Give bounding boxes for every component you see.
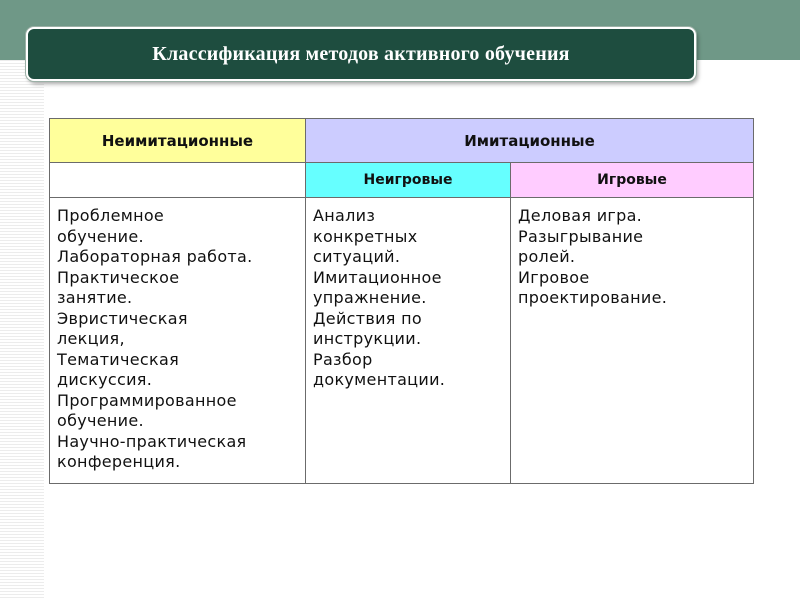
method-line: конкретных: [313, 226, 418, 246]
method-line: Программированное: [57, 390, 237, 410]
method-line: ролей.: [518, 247, 576, 266]
classification-table: [49, 118, 754, 484]
subheader-empty-cell: [50, 163, 306, 198]
method-line: Разыгрывание: [518, 226, 644, 246]
method-line: Анализ: [313, 206, 376, 225]
non-imitational-methods-cell: [50, 198, 306, 484]
method-line: Деловая игра.: [518, 206, 643, 225]
method-line: документации.: [313, 370, 446, 389]
subheader-non-game: [306, 163, 511, 198]
title-banner: [26, 27, 696, 81]
header-imitational-label: Имитационные: [464, 131, 595, 150]
method-line: инструкции.: [313, 329, 422, 348]
method-line: Лабораторная работа.: [57, 247, 253, 266]
method-line: лекция,: [57, 329, 125, 348]
non-game-methods-cell: [306, 198, 511, 484]
method-line: обучение.: [57, 411, 144, 430]
header-imitational: [306, 119, 754, 163]
slide-title: Классификация методов активного обучения: [152, 42, 570, 65]
table-header-row: [50, 119, 754, 163]
method-line: ситуаций.: [313, 247, 401, 266]
method-line: Проблемное: [57, 206, 165, 225]
subheader-non-game-label: Неигровые: [363, 172, 453, 188]
header-non-imitational-label: Неимитационные: [101, 131, 254, 150]
method-line: дискуссия.: [57, 370, 153, 389]
method-line: Действия по: [313, 308, 422, 328]
method-line: Практическое: [57, 267, 180, 287]
table-subheader-row: [50, 163, 754, 198]
method-line: Эвристическая: [57, 308, 188, 328]
method-line: обучение.: [57, 226, 144, 246]
method-line: конференция.: [57, 452, 181, 471]
method-line: проектирование.: [518, 288, 668, 307]
method-line: Разбор: [313, 349, 373, 369]
subheader-game: [511, 163, 754, 198]
method-line: занятие.: [57, 288, 133, 307]
method-line: Научно-практическая: [57, 431, 247, 451]
subheader-game-label: Игровые: [597, 172, 667, 188]
method-line: Игровое: [518, 267, 590, 287]
table-body-row: [50, 198, 754, 484]
method-line: Имитационное: [313, 267, 442, 287]
game-methods-cell: [511, 198, 754, 484]
header-non-imitational: [50, 119, 306, 163]
left-decor-stripe: [0, 60, 44, 600]
method-line: Тематическая: [57, 349, 179, 369]
method-line: упражнение.: [313, 288, 427, 307]
